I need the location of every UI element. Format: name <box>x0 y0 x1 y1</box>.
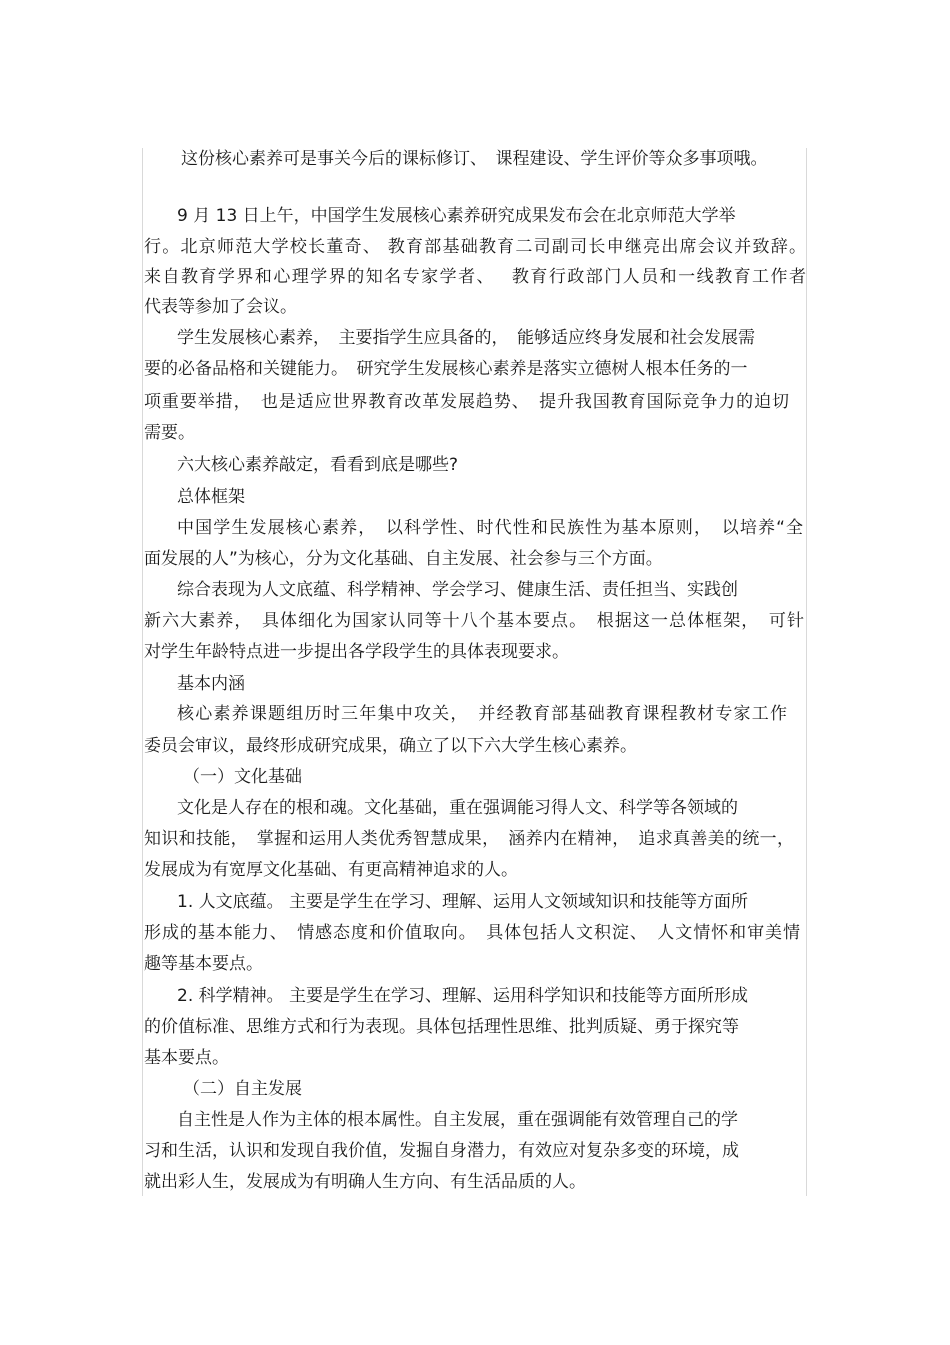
text-line: 2. 科学精神。 主要是学生在学习、理解、运用科学知识和技能等方面所形成 <box>177 986 749 1006</box>
text-line: 需要。 <box>144 423 195 443</box>
subsection-heading: （一）文化基础 <box>183 767 302 787</box>
text-line: 对学生年龄特点进一步提出各学段学生的具体表现要求。 <box>144 642 569 662</box>
text-line: 中国学生发展核心素养， 以科学性、时代性和民族性为基本原则， 以培养“全 <box>177 518 803 538</box>
text-line: 学生发展核心素养， 主要指学生应具备的， 能够适应终身发展和社会发展需 <box>177 328 755 348</box>
text-line: 9 月 13 日上午，中国学生发展核心素养研究成果发布会在北京师范大学举 <box>177 206 736 226</box>
text-line: 基本要点。 <box>144 1048 229 1068</box>
text-line: 文化是人存在的根和魂。文化基础，重在强调能习得人文、科学等各领域的 <box>177 798 738 818</box>
text-line: 来自教育学界和心理学界的知名专家学者、 教育行政部门人员和一线教育工作者 <box>144 267 806 287</box>
text-line: 1. 人文底蕴。 主要是学生在学习、理解、运用人文领域知识和技能等方面所 <box>177 892 749 912</box>
text-line: 六大核心素养敲定，看看到底是哪些? <box>177 455 459 475</box>
text-line: 项重要举措， 也是适应世界教育改革发展趋势、 提升我国教育国际竞争力的迫切 <box>144 392 789 412</box>
text-line: 委员会审议，最终形成研究成果，确立了以下六大学生核心素养。 <box>144 736 637 756</box>
text-line: 新六大素养， 具体细化为国家认同等十八个基本要点。 根据这一总体框架， 可针 <box>144 611 804 631</box>
page-frame-right-border <box>806 148 807 1196</box>
text-line: 这份核心素养可是事关今后的课标修订、 课程建设、学生评价等众多事项哦。 <box>181 149 768 169</box>
section-heading: 总体框架 <box>177 487 245 507</box>
page-frame-left-border <box>142 148 143 1196</box>
text-line: 自主性是人作为主体的根本属性。自主发展，重在强调能有效管理自己的学 <box>177 1110 738 1130</box>
text-line: 形成的基本能力、 情感态度和价值取向。 具体包括人文积淀、 人文情怀和审美情 <box>144 923 800 943</box>
text-line: 就出彩人生，发展成为有明确人生方向、有生活品质的人。 <box>144 1172 586 1192</box>
text-line: 发展成为有宽厚文化基础、有更高精神追求的人。 <box>144 860 518 880</box>
text-line: 行。北京师范大学校长董奇、 教育部基础教育二司副司长申继亮出席会议并致辞。 <box>144 237 806 257</box>
text-line: 习和生活，认识和发现自我价值，发掘自身潜力，有效应对复杂多变的环境，成 <box>144 1141 739 1161</box>
text-line: 知识和技能， 掌握和运用人类优秀智慧成果， 涵养内在精神， 追求真善美的统一， <box>144 829 794 849</box>
text-line: 面发展的人”为核心，分为文化基础、自主发展、社会参与三个方面。 <box>144 549 663 569</box>
text-line: 综合表现为人文底蕴、科学精神、学会学习、健康生活、责任担当、实践创 <box>177 580 738 600</box>
text-line: 要的必备品格和关键能力。 研究学生发展核心素养是落实立德树人根本任务的一 <box>144 359 748 379</box>
text-line: 趣等基本要点。 <box>144 954 263 974</box>
text-line: 代表等参加了会议。 <box>144 297 297 317</box>
text-line: 的价值标准、思维方式和行为表现。具体包括理性思维、批判质疑、勇于探究等 <box>144 1017 739 1037</box>
subsection-heading: （二）自主发展 <box>183 1079 302 1099</box>
text-line: 核心素养课题组历时三年集中攻关， 并经教育部基础教育课程教材专家工作 <box>177 704 787 724</box>
section-heading: 基本内涵 <box>177 674 245 694</box>
